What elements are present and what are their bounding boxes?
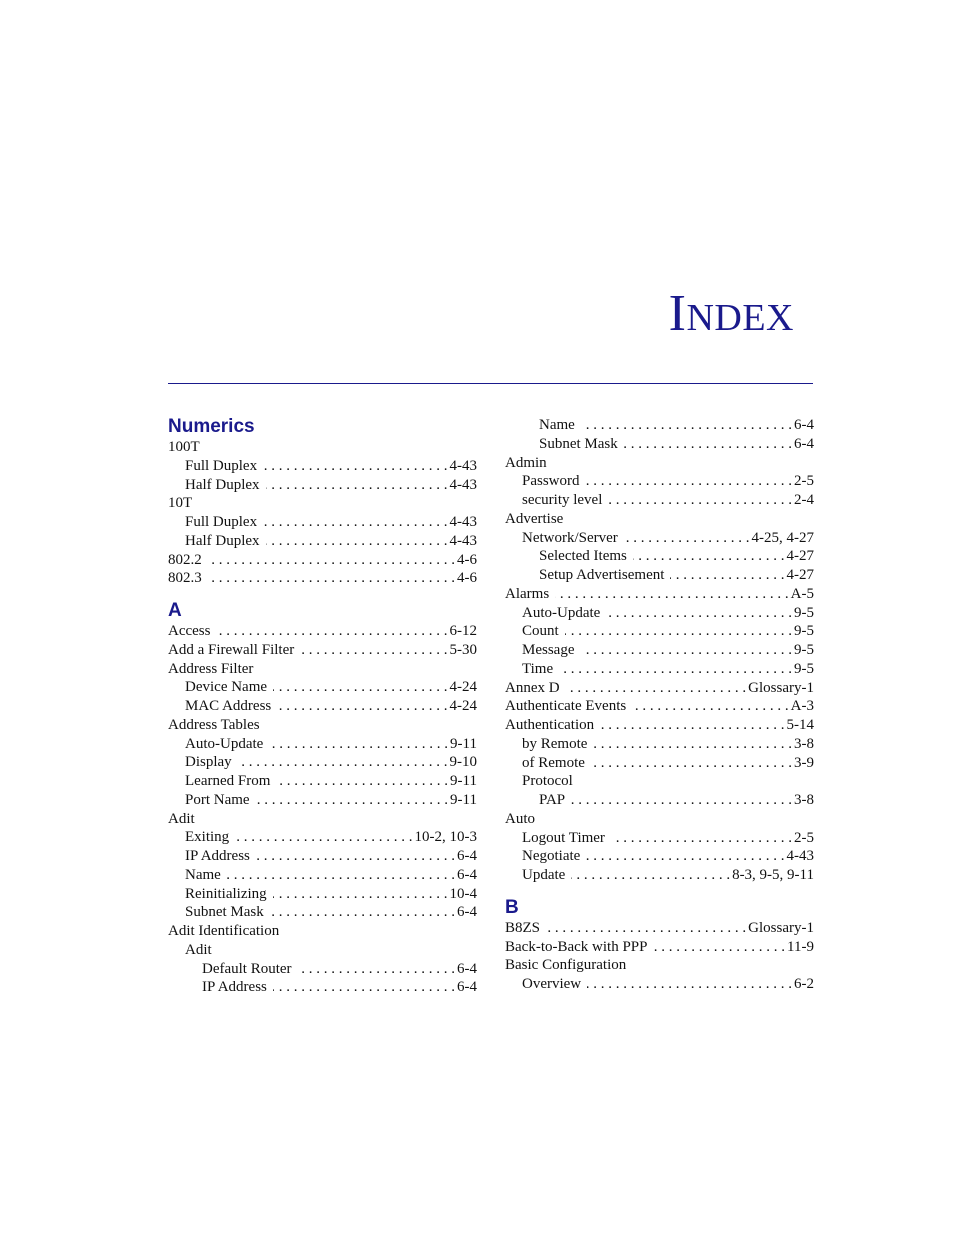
index-entry-page[interactable]: 9-10	[449, 754, 477, 771]
dot-leader	[266, 532, 448, 551]
index-entry-term: Subnet Mask	[185, 904, 264, 921]
index-entry-term: Message	[522, 642, 575, 658]
index-entry	[505, 641, 814, 660]
dot-leader	[586, 472, 792, 491]
index-entry-page[interactable]: 10-4	[449, 885, 477, 902]
index-entry	[168, 532, 477, 551]
index-entry-term: Full Duplex	[185, 514, 258, 530]
index-entry	[168, 494, 477, 513]
index-entry-term: 802.3	[168, 570, 202, 587]
section-heading: A	[168, 600, 182, 621]
dot-leader	[670, 566, 784, 585]
index-entry	[505, 829, 814, 848]
index-entry-term: Port Name	[185, 791, 250, 808]
dot-leader	[273, 885, 448, 904]
dot-leader	[581, 416, 792, 435]
index-entry-page[interactable]: 9-11	[450, 791, 477, 808]
dot-leader	[586, 847, 784, 866]
index-entry-term: Reinitializing	[185, 885, 267, 902]
dot-leader	[632, 697, 788, 716]
dot-leader	[238, 753, 448, 772]
index-entry-page[interactable]: 9-5	[794, 660, 814, 677]
index-entry-term: Adit	[168, 810, 195, 827]
index-entry-term: Half Duplex	[185, 476, 260, 493]
index-entry	[168, 978, 477, 997]
index-entry-page[interactable]: 3-9	[794, 754, 814, 771]
index-entry-page[interactable]: 4-6	[457, 570, 477, 587]
index-entry-term: MAC Address	[185, 698, 272, 714]
index-entry-term: Auto-Update	[522, 604, 601, 621]
index-entry	[505, 938, 814, 957]
index-entry	[505, 735, 814, 754]
index-entry	[168, 735, 477, 754]
index-entry-page[interactable]: 4-24	[449, 698, 477, 714]
index-entry-page[interactable]: 3-8	[794, 735, 814, 752]
index-entry-page[interactable]: 9-5	[794, 604, 814, 621]
index-entry	[505, 547, 814, 566]
index-entry-page[interactable]: 8-3, 9-5, 9-11	[732, 867, 814, 883]
index-entry-page[interactable]: 6-4	[457, 979, 477, 996]
index-entry-term: security level	[522, 492, 603, 508]
index-entry	[505, 660, 814, 679]
index-entry-term: Auto-Update	[185, 735, 264, 752]
index-entry-term: Protocol	[522, 773, 573, 790]
index-entry	[168, 438, 477, 457]
index-entry	[505, 772, 814, 791]
page-title	[668, 285, 794, 342]
index-entry-page[interactable]: 4-27	[786, 548, 814, 565]
index-entry-term: Access	[168, 623, 211, 639]
dot-leader	[571, 791, 792, 810]
index-entry-page[interactable]: 4-43	[449, 514, 477, 530]
index-entry	[505, 847, 814, 866]
index-entry-page[interactable]: 6-4	[457, 848, 477, 864]
index-entry	[168, 791, 477, 810]
index-entry	[505, 679, 814, 698]
index-entry-term: Selected Items	[539, 548, 627, 565]
index-entry-term: Half Duplex	[185, 532, 260, 549]
index-entry-term: Name	[539, 417, 575, 433]
dot-leader	[277, 697, 447, 716]
dot-leader	[300, 641, 447, 660]
index-entry	[505, 472, 814, 491]
index-entry-term: Name	[185, 866, 221, 883]
index-entry-term: IP Address	[185, 848, 250, 864]
index-entry	[505, 810, 814, 829]
dot-leader	[227, 866, 455, 885]
dot-leader	[270, 903, 455, 922]
index-entry-page[interactable]: 9-5	[794, 642, 814, 658]
dot-leader	[624, 435, 792, 454]
index-entry	[505, 956, 814, 975]
index-entry-page[interactable]: 4-27	[786, 567, 814, 583]
index-entry-term: Password	[522, 473, 580, 490]
index-entry-page[interactable]: 2-5	[794, 473, 814, 490]
index-entry-page[interactable]: 10-2, 10-3	[414, 829, 477, 846]
index-entry-term: Auto	[505, 810, 535, 827]
index-entry	[168, 810, 477, 829]
index-entry-page[interactable]: 6-4	[794, 417, 814, 433]
index-entry-page[interactable]: 4-6	[457, 551, 477, 568]
index-entry	[168, 772, 477, 791]
index-entry-term: Overview	[522, 976, 582, 992]
index-entry	[168, 697, 477, 716]
index-entry	[505, 791, 814, 810]
index-entry-term: Display	[185, 754, 232, 771]
index-entry-page[interactable]: 11-9	[787, 938, 814, 955]
index-entry	[505, 716, 814, 735]
index-entry	[168, 569, 477, 588]
index-entry	[168, 716, 477, 735]
index-entry-term: Advertise	[505, 510, 564, 527]
dot-leader	[256, 791, 448, 810]
index-entry	[168, 903, 477, 922]
index-column-left	[168, 416, 477, 997]
dot-leader	[565, 622, 792, 641]
index-entry-page[interactable]: 9-11	[450, 773, 477, 789]
index-entry-term: Exiting	[185, 829, 230, 846]
dot-leader	[654, 938, 786, 957]
index-entry	[505, 622, 814, 641]
index-entry-page[interactable]: 6-4	[794, 435, 814, 452]
dot-leader	[606, 604, 792, 623]
dot-leader	[559, 660, 792, 679]
dot-leader	[608, 491, 792, 510]
index-entry	[505, 491, 814, 510]
dot-leader	[566, 679, 747, 698]
dot-leader	[587, 975, 792, 994]
index-entry-term: of Remote	[522, 754, 585, 771]
index-entry-term: Adit	[185, 941, 212, 958]
index-entry	[505, 754, 814, 773]
index-entry-page[interactable]: 6-4	[457, 960, 477, 977]
index-entry	[168, 513, 477, 532]
index-entry	[505, 435, 814, 454]
section-heading: B	[505, 896, 519, 918]
index-entry	[505, 866, 814, 885]
index-entry-term: Update	[522, 867, 566, 883]
index-entry-page[interactable]: A-3	[790, 698, 814, 715]
index-entry	[168, 866, 477, 885]
index-entry-term: by Remote	[522, 735, 588, 752]
index-entry	[505, 510, 814, 529]
index-entry-term: Time	[522, 660, 554, 677]
index-entry-page[interactable]: 4-43	[449, 476, 477, 493]
dot-leader	[298, 960, 455, 979]
page-title-initial: I	[668, 285, 687, 342]
index-entry-term: Authentication	[505, 717, 595, 733]
index-entry	[168, 753, 477, 772]
index-entry	[505, 697, 814, 716]
index-entry	[168, 847, 477, 866]
index-entry-page[interactable]: 6-2	[794, 976, 814, 992]
index-entry-term: Network/Server	[522, 529, 618, 546]
dot-leader	[263, 457, 447, 476]
index-entry	[168, 660, 477, 679]
index-entry	[505, 566, 814, 585]
index-entry	[168, 476, 477, 495]
index-entry	[168, 678, 477, 697]
page-title-rest: NDEX	[686, 297, 794, 339]
dot-leader	[633, 547, 785, 566]
index-entry-term: Setup Advertisement	[539, 567, 665, 583]
index-entry-term: Learned From	[185, 773, 271, 789]
index-entry-term: Logout Timer	[522, 829, 605, 846]
dot-leader	[216, 622, 447, 641]
index-entry-page[interactable]: 6-12	[449, 623, 477, 639]
section-heading: Numerics	[168, 416, 255, 437]
index-entry-term: Authenticate Events	[505, 698, 627, 715]
dot-leader	[276, 772, 448, 791]
index-entry-page[interactable]: A-5	[790, 585, 814, 602]
index-entry	[505, 604, 814, 623]
index-entry-page[interactable]: 5-30	[449, 641, 477, 658]
index-entry-page[interactable]: 4-43	[786, 848, 814, 865]
index-entry	[168, 551, 477, 570]
index-entry-term: 100T	[168, 439, 200, 455]
dot-leader	[235, 828, 412, 847]
index-entry	[168, 960, 477, 979]
dot-leader	[546, 919, 746, 938]
index-entry-term: Annex D	[505, 679, 560, 696]
dot-leader	[611, 829, 792, 848]
index-entry-page[interactable]: 5-14	[786, 717, 814, 733]
dot-leader	[593, 735, 792, 754]
index-entry-page[interactable]: 6-4	[457, 866, 477, 883]
index-entry-page[interactable]: Glossary-1	[748, 919, 814, 936]
index-entry	[505, 585, 814, 604]
index-entry-term: Admin	[505, 454, 547, 471]
index-entry-page[interactable]: 6-4	[457, 904, 477, 921]
index-entry	[505, 919, 814, 938]
index-entry-page[interactable]: 4-43	[449, 457, 477, 474]
dot-leader	[266, 476, 448, 495]
index-entry-page[interactable]: 9-5	[794, 623, 814, 640]
index-entry-term: Adit Identification	[168, 923, 280, 939]
index-entry-page[interactable]: 9-11	[450, 735, 477, 752]
index-entry-term: Count	[522, 623, 559, 640]
index-entry-term: 802.2	[168, 551, 202, 568]
index-entry	[168, 641, 477, 660]
dot-leader	[273, 678, 447, 697]
index-entry	[168, 885, 477, 904]
index-entry	[505, 416, 814, 435]
dot-leader	[269, 735, 448, 754]
index-entry	[168, 941, 477, 960]
index-entry	[168, 457, 477, 476]
index-entry	[168, 922, 477, 941]
index-entry-page[interactable]: 4-25, 4-27	[751, 529, 814, 546]
dot-leader	[600, 716, 784, 735]
index-entry-term: IP Address	[202, 979, 267, 996]
index-entry-page[interactable]: 4-43	[449, 532, 477, 549]
dot-leader	[624, 529, 750, 548]
dot-leader	[208, 569, 455, 588]
dot-leader	[555, 585, 789, 604]
index-entry	[168, 622, 477, 641]
title-rule	[168, 383, 813, 384]
dot-leader	[256, 847, 455, 866]
dot-leader	[263, 513, 447, 532]
index-entry-term: Basic Configuration	[505, 957, 627, 974]
dot-leader	[273, 978, 455, 997]
index-column-right	[505, 416, 814, 994]
index-entry-page[interactable]: 2-5	[794, 829, 814, 846]
index-entry-term: Subnet Mask	[539, 435, 618, 452]
index-entry	[505, 454, 814, 473]
dot-leader	[208, 551, 455, 570]
index-entry	[168, 828, 477, 847]
index-entry-term: Full Duplex	[185, 457, 258, 474]
index-entry-term: Device Name	[185, 679, 268, 696]
index-entry-term: Negotiate	[522, 848, 581, 865]
index-entry-page[interactable]: 3-8	[794, 792, 814, 808]
index-entry-term: B8ZS	[505, 919, 541, 936]
index-entry-page[interactable]: 4-24	[449, 679, 477, 696]
index-entry	[505, 529, 814, 548]
index-entry-term: Default Router	[202, 960, 292, 977]
index-entry	[505, 975, 814, 994]
index-entry-term: Address Filter	[168, 660, 254, 677]
index-entry-term: PAP	[539, 792, 566, 808]
index-entry-page[interactable]: Glossary-1	[748, 679, 814, 696]
index-entry-page[interactable]: 2-4	[794, 492, 814, 508]
dot-leader	[571, 866, 730, 885]
index-entry-term: Back-to-Back with PPP	[505, 938, 648, 955]
dot-leader	[581, 641, 793, 660]
index-entry-term: 10T	[168, 495, 193, 512]
index-entry-term: Add a Firewall Filter	[168, 641, 295, 658]
dot-leader	[591, 754, 792, 773]
index-entry-term: Alarms	[505, 585, 550, 602]
index-entry-term: Address Tables	[168, 716, 260, 733]
